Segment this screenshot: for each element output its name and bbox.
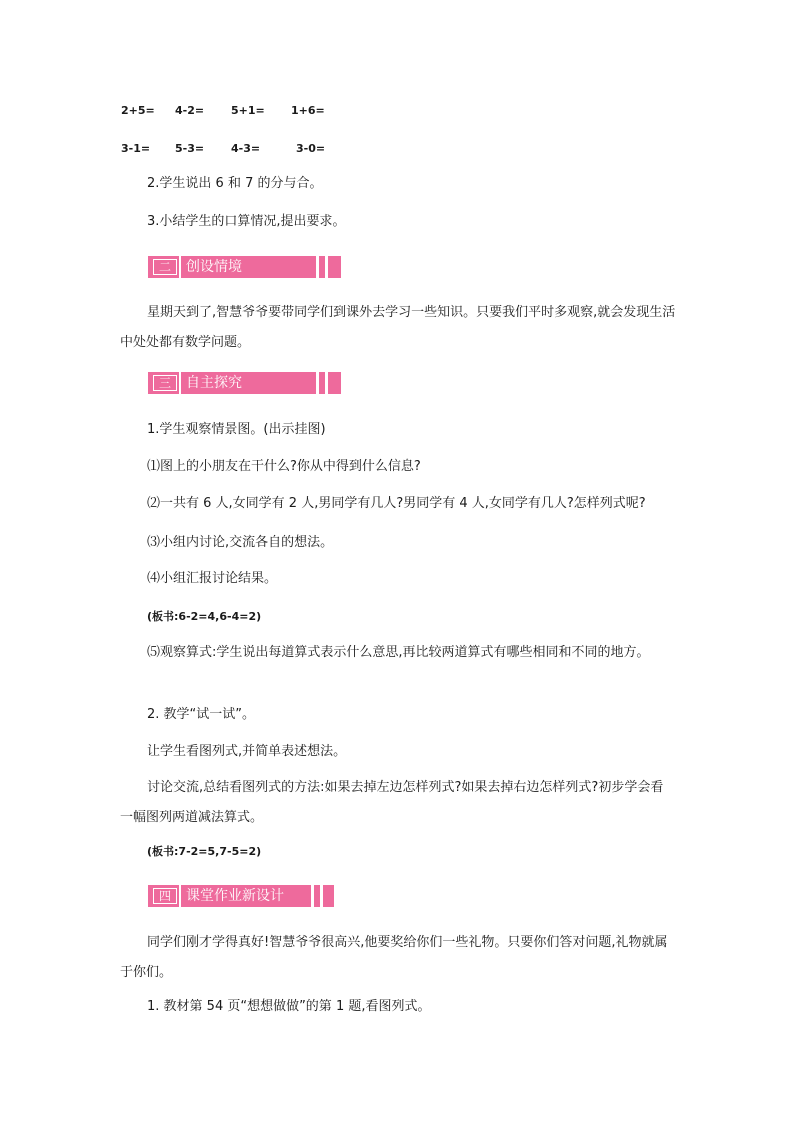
decor-bar [320,885,323,907]
divider [179,372,181,394]
board-note-1: (板书:6-2=4,6-4=2) [147,610,262,623]
homework-intro: 同学们刚才学得真好!智慧爷爷很高兴,他要奖给你们一些礼物。只要你们答对问题,礼物就属于你们。 [120,935,668,980]
homework-item-1: 1. 教材第 54 页“想想做做”的第 1 题,看图列式。 [147,999,431,1014]
section-banner-3 [148,372,341,394]
question-4: ⑷小组汇报讨论结果。 [147,571,278,586]
equation: 3-1= [121,142,151,155]
equation: 4-2= [175,104,205,117]
situation-paragraph: 星期天到了,智慧爷爷要带同学们到课外去学习一些知识。只要我们平时多观察,就会发现生活中处处都有数学问题。 [120,305,676,350]
decor-bar [325,372,328,394]
board-note-2: (板书:7-2=5,7-5=2) [147,845,262,858]
decor-bar [311,885,314,907]
question-2: ⑵一共有 6 人,女同学有 2 人,男同学有几人?男同学有 4 人,女同学有几人?怎样列式呢? [147,496,646,511]
equation: 5-3= [175,142,205,155]
equation: 4-3= [231,142,261,155]
explore-item-1: 1.学生观察情景图。(出示挂图) [147,422,326,437]
equation: 2+5= [121,104,155,117]
warmup-item-3: 3.小结学生的口算情况,提出要求。 [147,214,346,229]
section-banner-2 [148,256,341,278]
equation: 1+6= [291,104,325,117]
decor-bar [316,256,319,278]
equation: 5+1= [231,104,265,117]
question-5: ⑸观察算式:学生说出每道算式表示什么意思,再比较两道算式有哪些相同和不同的地方。 [147,645,650,660]
section-title: 创设情境 [186,259,242,275]
warmup-item-2: 2.学生说出 6 和 7 的分与合。 [147,176,323,191]
section-number: 三 [153,375,177,391]
decor-bar [316,372,319,394]
section-number: 四 [153,888,177,904]
section-banner-4 [148,885,334,907]
section-number: 二 [153,259,177,275]
try-paragraph: 让学生看图列式,并简单表述想法。 [147,744,347,759]
question-1: ⑴图上的小朋友在干什么?你从中得到什么信息? [147,459,421,474]
explore-item-2: 2. 教学“试一试”。 [147,707,256,722]
section-title: 自主探究 [186,375,242,391]
section-title: 课堂作业新设计 [186,888,284,904]
divider [179,885,181,907]
discussion-paragraph: 讨论交流,总结看图列式的方法:如果去掉左边怎样列式?如果去掉右边怎样列式?初步学会看一幅图列两道减法算式。 [120,780,664,825]
equation: 3-0= [296,142,326,155]
divider [179,256,181,278]
decor-bar [325,256,328,278]
question-3: ⑶小组内讨论,交流各自的想法。 [147,535,334,550]
